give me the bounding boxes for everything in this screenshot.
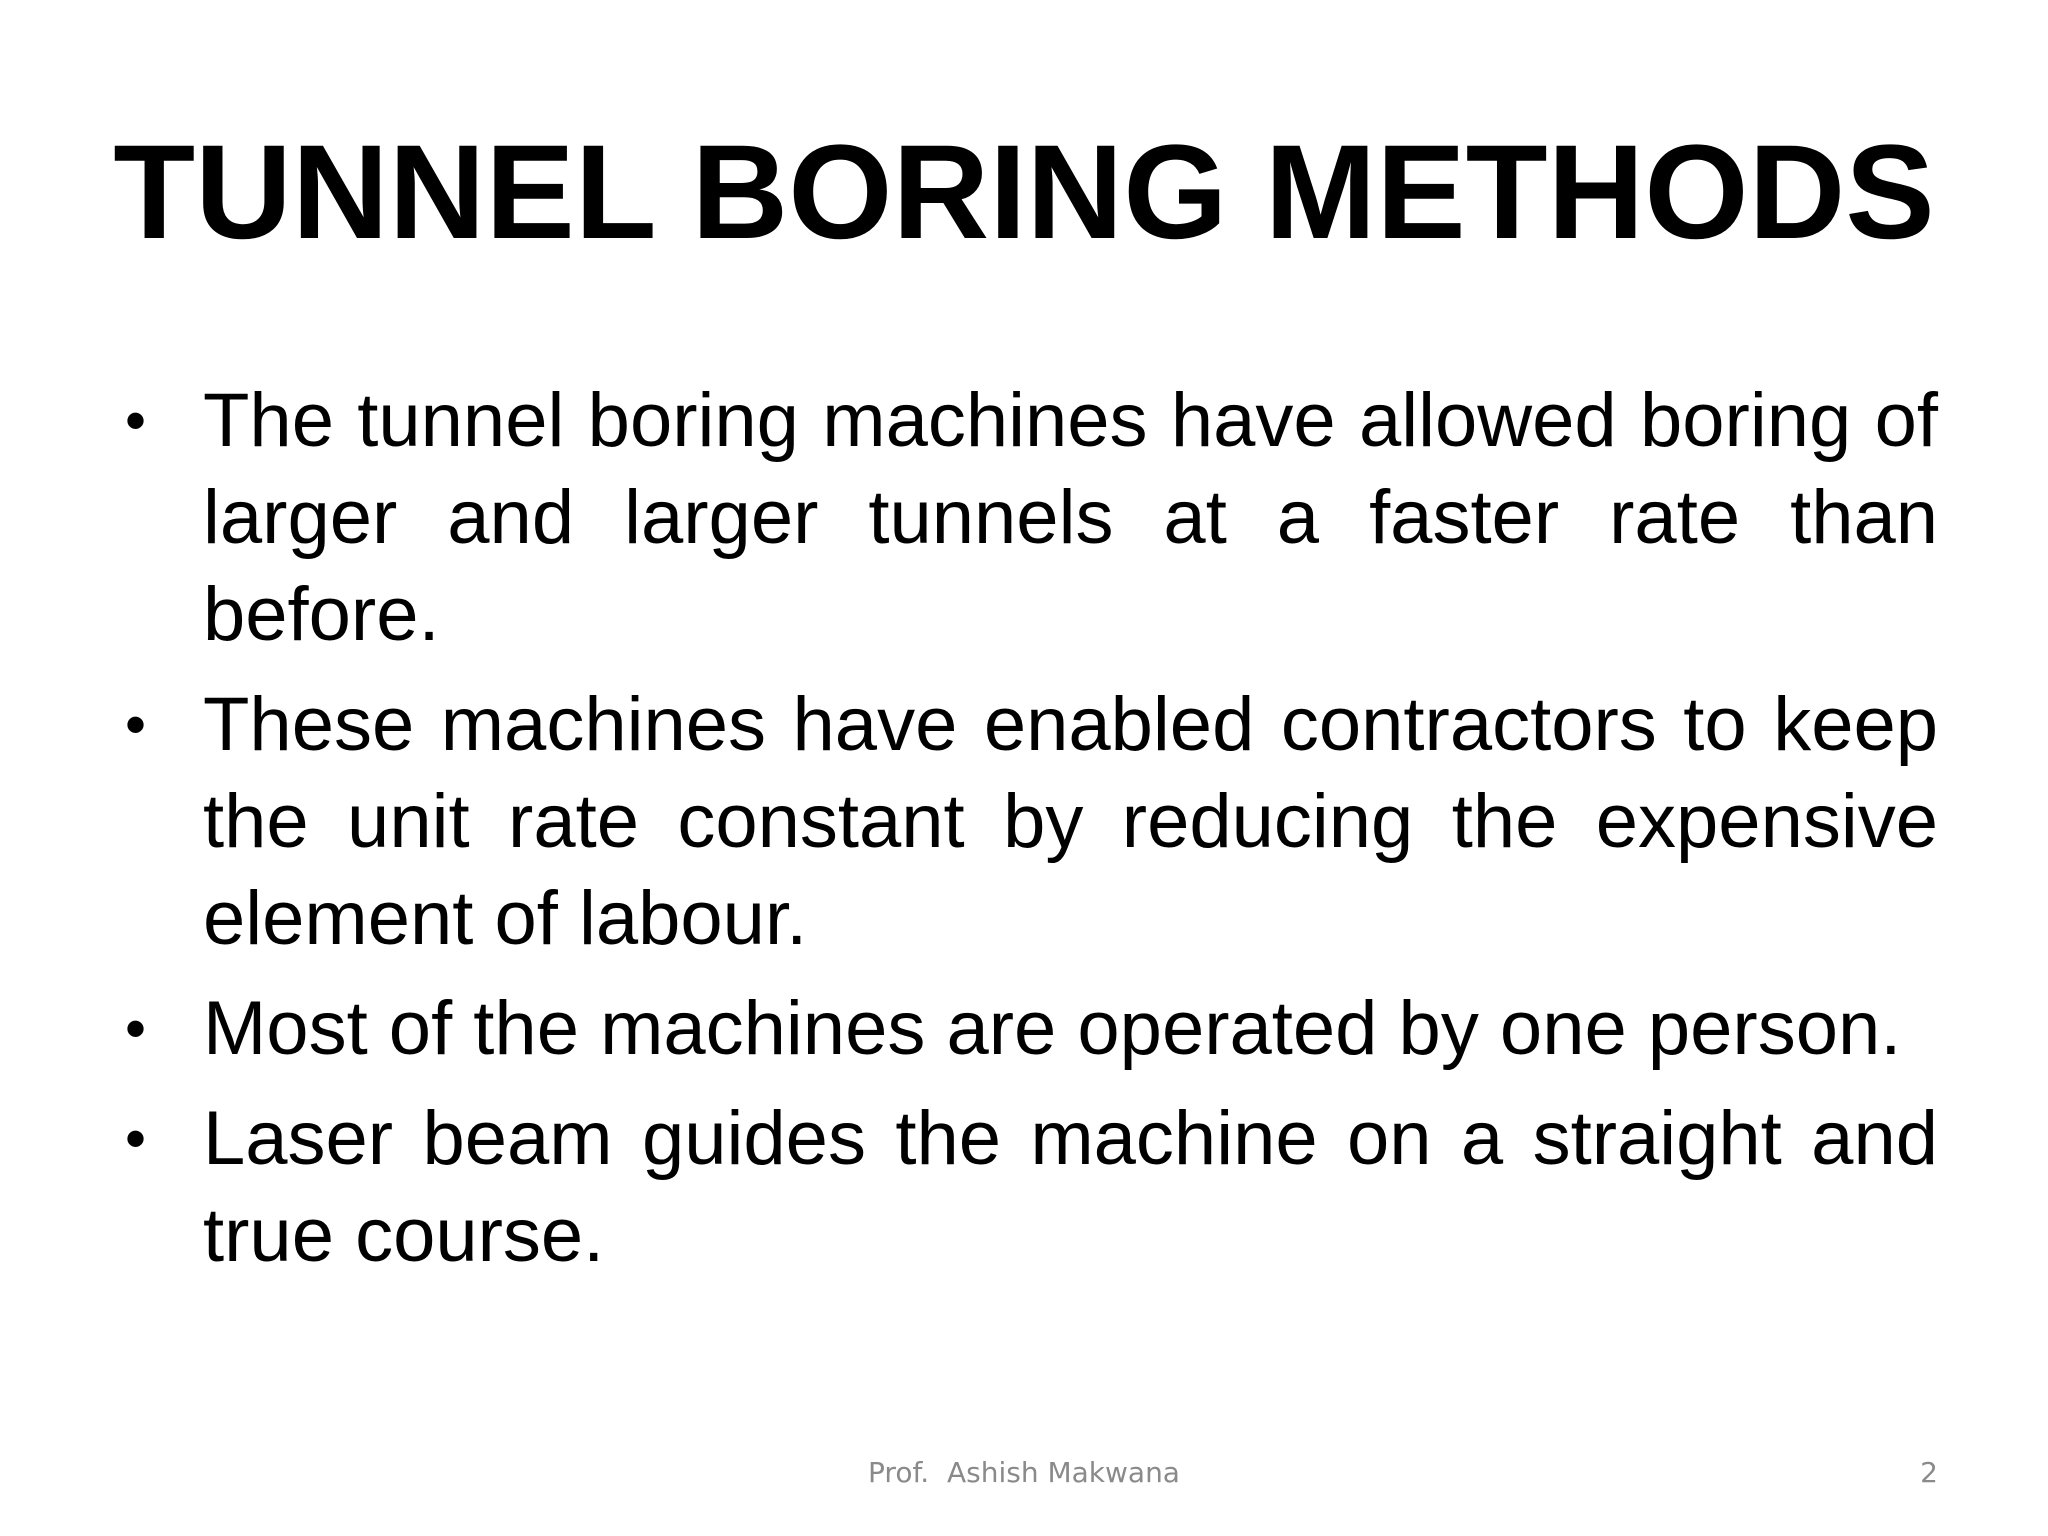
page-number: 2 — [1920, 1456, 1938, 1489]
bullet-icon: • — [125, 691, 147, 758]
bullet-icon: • — [125, 995, 147, 1062]
bullet-icon: • — [125, 1105, 147, 1172]
bullet-item — [120, 1090, 1938, 1284]
bullet-item — [120, 980, 1938, 1077]
bullet-icon: • — [125, 387, 147, 454]
bullet-text: The tunnel boring machines have allowed boring of larger and larger tunnels at a faster rate than before. — [203, 378, 1938, 657]
slide-title: TUNNEL BORING METHODS — [113, 118, 1935, 267]
bullet-text: Most of the machines are operated by one person. — [203, 986, 1902, 1071]
bullet-text: Laser beam guides the machine on a straight and true course. — [203, 1096, 1938, 1278]
bullet-list — [120, 372, 1938, 1297]
footer-author: Prof. Ashish Makwana — [868, 1456, 1180, 1489]
bullet-item — [120, 676, 1938, 967]
bullet-text: These machines have enabled contractors to keep the unit rate constant by reducing the expensive element of labour. — [203, 682, 1938, 961]
bullet-item — [120, 372, 1938, 663]
